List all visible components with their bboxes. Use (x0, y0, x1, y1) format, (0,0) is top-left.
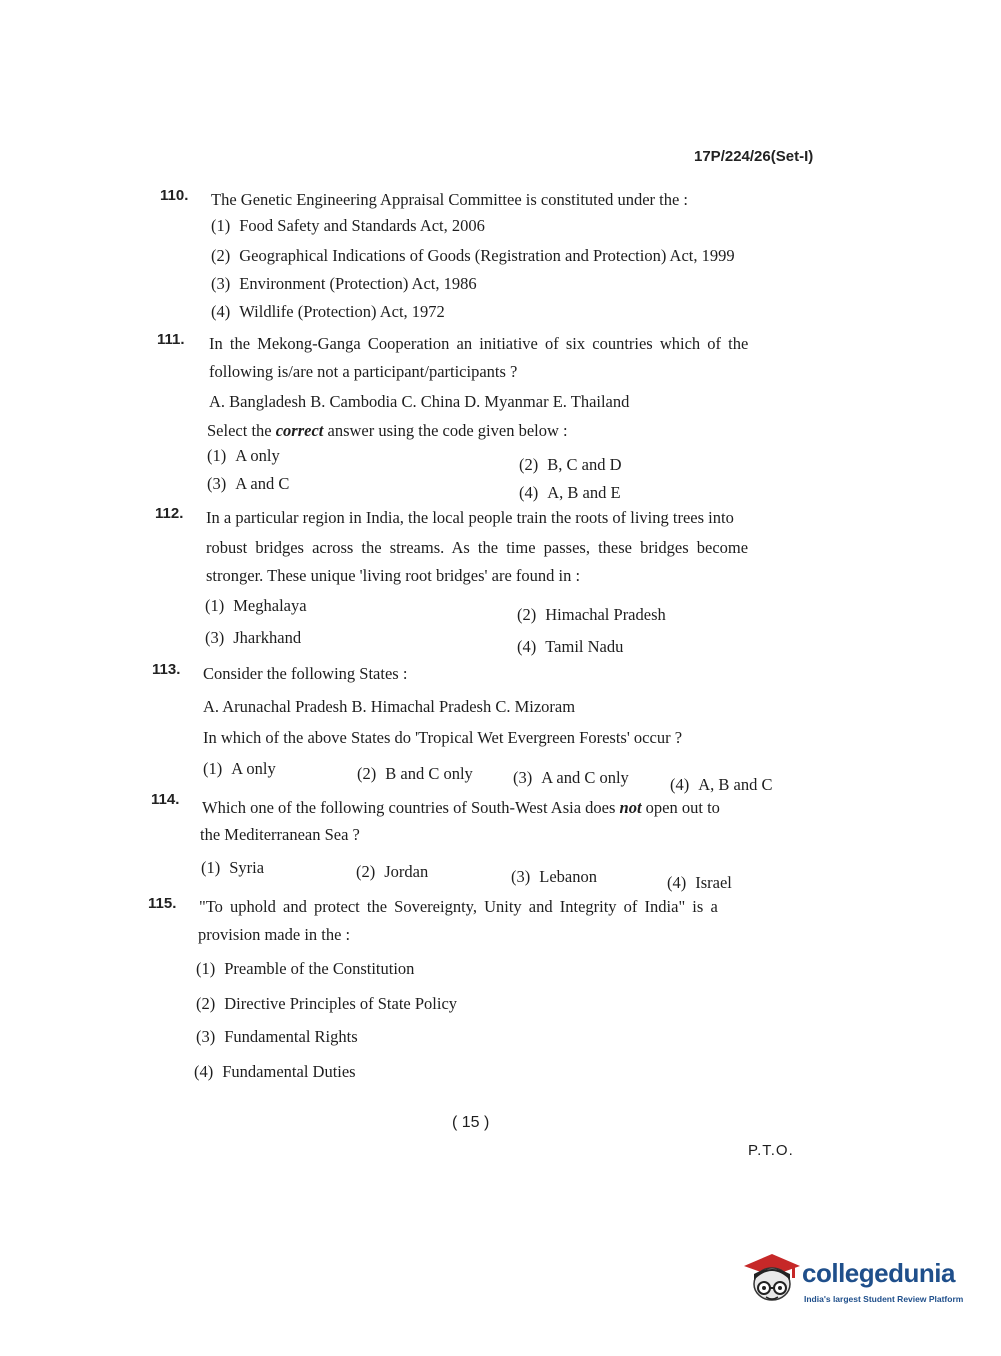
question-number: 114. (151, 791, 180, 808)
option-3: (3) Environment (Protection) Act, 1986 (211, 274, 477, 293)
option-1: (1) Preamble of the Constitution (196, 959, 415, 978)
question-text: following is/are not a participant/participants ? (209, 362, 518, 381)
question-text: "To uphold and protect the Sovereignty, Unity and Integrity of India" is a (199, 897, 718, 916)
option-4: (4) Fundamental Duties (194, 1062, 356, 1081)
option-1: (1) A only (207, 446, 280, 465)
question-text: In which of the above States do 'Tropical Wet Evergreen Forests' occur ? (203, 728, 683, 747)
option-4: (4) Tamil Nadu (517, 637, 624, 656)
option-2: (2) Directive Principles of State Policy (196, 994, 458, 1013)
question-number: 111. (157, 331, 185, 348)
question-instruction: Select the correct answer using the code given below : (207, 421, 568, 440)
question-number: 110. (160, 187, 189, 204)
option-2: (2) B, C and D (519, 455, 622, 474)
question-items: A. Bangladesh B. Cambodia C. China D. Myanmar E. Thailand (209, 392, 630, 411)
question-number: 112. (155, 505, 184, 522)
option-1: (1) A only (203, 759, 276, 778)
option-3: (3) A and C only (513, 768, 629, 787)
option-1: (1) Food Safety and Standards Act, 2006 (211, 216, 485, 235)
question-text: provision made in the : (198, 925, 351, 944)
question-text: Consider the following States : (203, 664, 408, 683)
paper-code: 17P/224/26(Set-I) (694, 148, 814, 165)
logo-tagline: India's largest Student Review Platform (804, 1294, 964, 1304)
option-2: (2) Jordan (356, 862, 429, 881)
option-2: (2) B and C only (357, 764, 473, 783)
option-4: (4) A, B and E (519, 483, 621, 502)
page-number: ( 15 ) (452, 1114, 490, 1131)
option-2: (2) Himachal Pradesh (517, 605, 666, 624)
option-1: (1) Syria (201, 858, 265, 877)
collegedunia-logo (742, 1250, 972, 1312)
option-4: (4) Wildlife (Protection) Act, 1972 (211, 302, 445, 321)
logo-wordmark: collegedunia (802, 1258, 955, 1288)
mascot-icon (742, 1250, 802, 1310)
option-1: (1) Meghalaya (205, 596, 307, 615)
option-3: (3) Jharkhand (205, 628, 302, 647)
question-text: In a particular region in India, the local people train the roots of living trees into (206, 508, 734, 527)
question-text: The Genetic Engineering Appraisal Committee is constituted under the : (211, 190, 689, 209)
question-text: the Mediterranean Sea ? (200, 825, 360, 844)
question-items: A. Arunachal Pradesh B. Himachal Pradesh C. Mizoram (203, 697, 576, 716)
question-text: stronger. These unique 'living root bridges' are found in : (206, 566, 581, 585)
question-text: In the Mekong-Ganga Cooperation an initiative of six countries which of the (209, 334, 749, 353)
option-2: (2) Geographical Indications of Goods (Registration and Protection) Act, 1999 (211, 246, 735, 265)
option-3: (3) A and C (207, 474, 290, 493)
question-number: 115. (148, 895, 177, 912)
question-text: robust bridges across the streams. As the time passes, these bridges become (206, 538, 749, 557)
question-number: 113. (152, 661, 181, 678)
option-4: (4) A, B and C (670, 775, 773, 794)
option-4: (4) Israel (667, 873, 732, 892)
option-3: (3) Lebanon (511, 867, 597, 886)
option-3: (3) Fundamental Rights (196, 1027, 358, 1046)
question-text: Which one of the following countries of South-West Asia does not open out to (202, 798, 720, 817)
pto-label: P.T.O. (748, 1142, 794, 1159)
